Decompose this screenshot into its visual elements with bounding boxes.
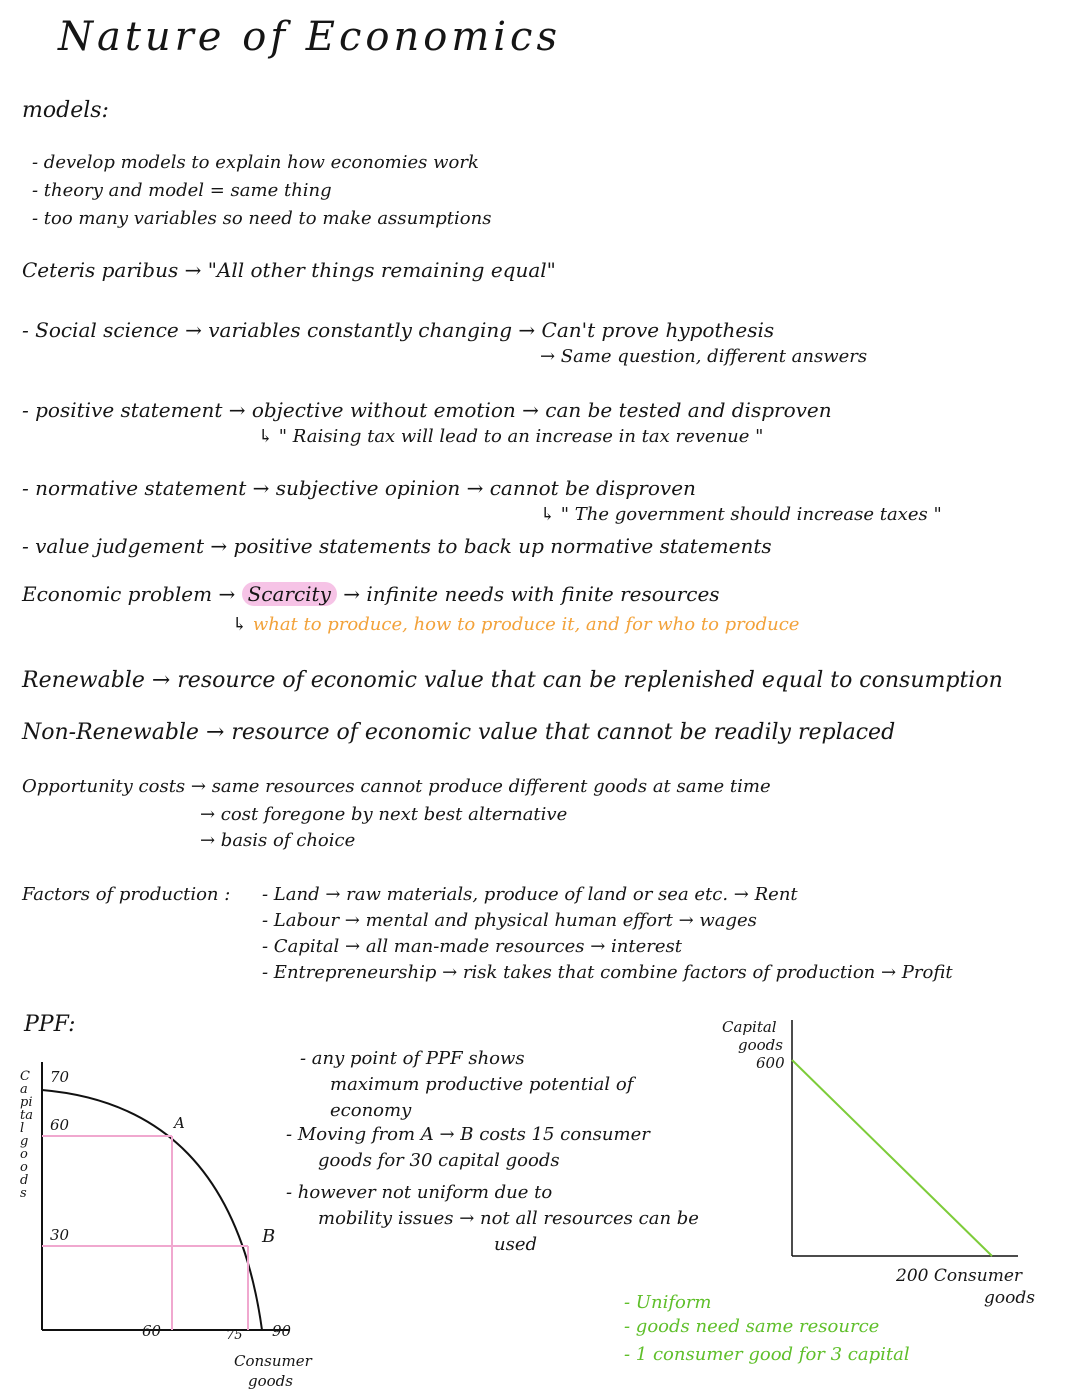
opportunity-cost-sub: → basis of choice xyxy=(200,830,356,851)
ppf2-x-label: goods xyxy=(984,1288,1035,1308)
non-renewable: Non-Renewable → resource of economic value that cannot be readily replaced xyxy=(22,720,896,745)
normative-example: ↳ " The government should increase taxes " xyxy=(540,504,942,525)
social-science: - Social science → variables constantly changing → Can't prove hypothesis xyxy=(22,318,775,342)
page-title: Nature of Economics xyxy=(58,14,561,60)
ppf-curve xyxy=(42,1090,262,1330)
social-science-sub: → Same question, different answers xyxy=(540,346,868,367)
renewable: Renewable → resource of economic value that can be replenished equal to consumption xyxy=(22,668,1003,693)
point-a-label: A xyxy=(174,1114,185,1132)
ppf2-line xyxy=(792,1060,992,1256)
ppf2-y-label: 600 xyxy=(756,1054,785,1072)
factors-label: Factors of production : xyxy=(22,884,231,905)
positive-statement: - positive statement → objective without emotion → can be tested and disproven xyxy=(22,398,832,422)
models-bullet: - develop models to explain how economies work xyxy=(32,152,479,173)
economic-problem-prefix: Economic problem → xyxy=(22,582,236,606)
value-judgement: - value judgement → positive statements to back up normative statements xyxy=(22,534,772,558)
y-tick: 70 xyxy=(50,1068,70,1086)
ppf2-note: - Uniform xyxy=(624,1292,712,1313)
normative-statement: - normative statement → subjective opinion → cannot be disproven xyxy=(22,476,696,500)
factor-item: - Capital → all man-made resources → interest xyxy=(262,936,682,957)
y-axis-label: Capital goods xyxy=(20,1069,33,1201)
ppf-note: maximum productive potential of xyxy=(330,1074,634,1095)
ppf-note: goods for 30 capital goods xyxy=(318,1150,560,1171)
models-bullet: - too many variables so need to make assumptions xyxy=(32,208,492,229)
factor-item: - Labour → mental and physical human effort → wages xyxy=(262,910,757,931)
scarcity-highlight: Scarcity xyxy=(242,582,337,606)
y-tick: 30 xyxy=(50,1226,70,1244)
factor-item: - Land → raw materials, produce of land or sea etc. → Rent xyxy=(262,884,798,905)
ppf-note: - any point of PPF shows xyxy=(300,1048,525,1069)
opportunity-cost-sub: → cost foregone by next best alternative xyxy=(200,804,568,825)
ppf-note: economy xyxy=(330,1100,412,1121)
ppf2-note: - 1 consumer good for 3 capital xyxy=(624,1344,910,1365)
models-bullet: - theory and model = same thing xyxy=(32,180,332,201)
three-questions: what to produce, how to produce it, and for who to produce xyxy=(252,614,800,635)
models-heading: models: xyxy=(22,98,109,123)
y-tick: 60 xyxy=(50,1116,70,1134)
economic-problem-suffix: → infinite needs with finite resources xyxy=(343,582,720,606)
x-tick: 75 xyxy=(226,1328,243,1343)
ppf2-x-label: 200 Consumer xyxy=(896,1266,1023,1286)
ppf2-y-label: Capital xyxy=(722,1018,777,1036)
x-axis-label: goods xyxy=(248,1372,293,1390)
ppf-note: mobility issues → not all resources can be xyxy=(318,1208,699,1229)
ppf-note: - Moving from A → B costs 15 consumer xyxy=(286,1124,650,1145)
factor-item: - Entrepreneurship → risk takes that combine factors of production → Profit xyxy=(262,962,953,983)
positive-example: ↳ " Raising tax will lead to an increase in tax revenue " xyxy=(258,426,764,447)
ceteris-paribus: Ceteris paribus → "All other things remaining equal" xyxy=(22,258,556,282)
sub-arrow: ↳ xyxy=(232,614,248,635)
ppf-note: used xyxy=(494,1234,538,1255)
opportunity-cost: Opportunity costs → same resources cannot produce different goods at same time xyxy=(22,776,771,797)
point-b-label: B xyxy=(262,1226,276,1247)
x-tick: 60 xyxy=(142,1322,162,1340)
ppf2-note: - goods need same resource xyxy=(624,1316,880,1337)
x-axis-label: Consumer xyxy=(234,1352,312,1370)
x-tick: 90 xyxy=(272,1322,292,1340)
ppf-note: - however not uniform due to xyxy=(286,1182,553,1203)
ppf2-y-label: goods xyxy=(738,1036,783,1054)
ppf-heading: PPF: xyxy=(24,1012,76,1037)
